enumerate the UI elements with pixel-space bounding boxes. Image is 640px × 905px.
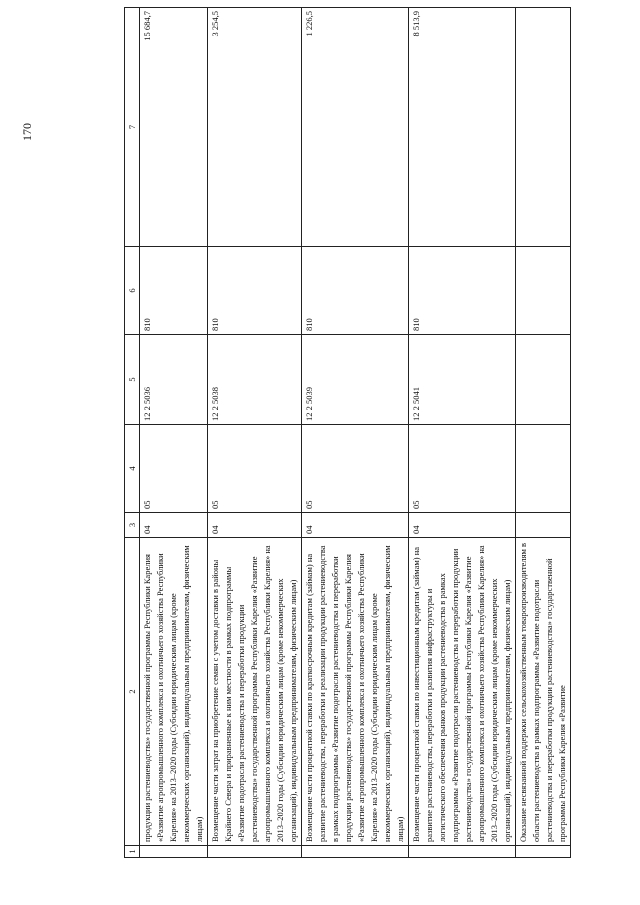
column-header: 3 bbox=[125, 513, 140, 538]
razdel-code: 04 bbox=[140, 513, 208, 538]
budget-table bbox=[124, 7, 571, 858]
target-article-code bbox=[516, 335, 571, 425]
column-header: 2 bbox=[125, 538, 140, 846]
column-header: 1 bbox=[125, 846, 140, 858]
target-article-code: 12 2 5038 bbox=[208, 335, 302, 425]
row-number bbox=[516, 846, 571, 858]
amount-value: 8 513,9 bbox=[409, 8, 516, 247]
podrazdel-code bbox=[516, 425, 571, 513]
row-description: Возмещение части процентной ставки по инвестиционным кредитам (займам) на развитие растениеводства, переработки и развития инфраструктуры и логистического обеспечения рынков продукции растениеводства в рамках подпрограммы «Развитие подотрасли растениеводства и переработки продукции растениеводства» государственной программы Республики Карелия «Развитие агропромышленного комплекса и охотничьего хозяйства Республики Карелия» на 2013–2020 годы (Субсидии юридическим лицам (кроме некоммерческих организаций), индивидуальным предпринимателям, физическим лицам) bbox=[409, 538, 516, 846]
table-row bbox=[208, 8, 302, 858]
amount-value: 1 226,5 bbox=[302, 8, 409, 247]
razdel-code: 04 bbox=[302, 513, 409, 538]
column-number-row bbox=[125, 8, 140, 858]
column-header: 7 bbox=[125, 8, 140, 247]
column-header: 6 bbox=[125, 247, 140, 335]
amount-value: 3 254,5 bbox=[208, 8, 302, 247]
table-row bbox=[516, 8, 571, 858]
page-number: 170 bbox=[20, 123, 34, 141]
expense-type-code: 810 bbox=[208, 247, 302, 335]
row-description: продукции растениеводства» государственной программы Республики Карелия «Развитие агропромышленного комплекса и охотничьего хозяйства Республики Карелия» на 2013–2020 годы (Субсидии юридическим лицам (кроме некоммерческих организаций), индивидуальным предпринимателям, физическим лицам) bbox=[140, 538, 208, 846]
podrazdel-code: 05 bbox=[208, 425, 302, 513]
table-row bbox=[409, 8, 516, 858]
amount-value: 15 684,7 bbox=[140, 8, 208, 247]
column-header: 5 bbox=[125, 335, 140, 425]
budget-table-page bbox=[124, 8, 567, 858]
razdel-code: 04 bbox=[208, 513, 302, 538]
table-row bbox=[302, 8, 409, 858]
row-number bbox=[302, 846, 409, 858]
podrazdel-code: 05 bbox=[409, 425, 516, 513]
amount-value bbox=[516, 8, 571, 247]
target-article-code: 12 2 5039 bbox=[302, 335, 409, 425]
expense-type-code: 810 bbox=[302, 247, 409, 335]
column-header: 4 bbox=[125, 425, 140, 513]
expense-type-code bbox=[516, 247, 571, 335]
target-article-code: 12 2 5041 bbox=[409, 335, 516, 425]
row-description: Возмещение части процентной ставки по краткосрочным кредитам (займам) на развитие растениеводства, переработки и реализации продукции растениеводства в рамках подпрограммы «Развитие подотрасли растениеводства и переработки продукции растениеводства» государственной программы Республики Карелия «Развитие агропромышленного комплекса и охотничьего хозяйства Республики Карелия» на 2013–2020 годы (Субсидии юридическим лицам (кроме некоммерческих организаций), индивидуальным предпринимателям, физическим лицам) bbox=[302, 538, 409, 846]
row-number bbox=[208, 846, 302, 858]
row-description: Возмещение части затрат на приобретение семян с учетом доставки в районы Крайнего Севера и приравненные к ним местности в рамках подпрограммы «Развитие подотрасли растениеводства и переработки продукции растениеводства» государственной программы Республики Карелия «Развитие агропромышленного комплекса и охотничьего хозяйства Республики Карелия» на 2013–2020 годы (Субсидии юридическим лицам (кроме некоммерческих организаций), индивидуальным предпринимателям, физическим лицам) bbox=[208, 538, 302, 846]
expense-type-code: 810 bbox=[140, 247, 208, 335]
table-row bbox=[140, 8, 208, 858]
row-number bbox=[140, 846, 208, 858]
razdel-code bbox=[516, 513, 571, 538]
row-description: Оказание несвязанной поддержки сельскохозяйственным товаропроизводителям в области растениеводства в рамках подпрограммы «Развитие подотрасли растениеводства и переработки продукции растениеводства» государственной программы Республики Карелия «Развитие bbox=[516, 538, 571, 846]
podrazdel-code: 05 bbox=[140, 425, 208, 513]
razdel-code: 04 bbox=[409, 513, 516, 538]
expense-type-code: 810 bbox=[409, 247, 516, 335]
podrazdel-code: 05 bbox=[302, 425, 409, 513]
row-number bbox=[409, 846, 516, 858]
target-article-code: 12 2 5036 bbox=[140, 335, 208, 425]
